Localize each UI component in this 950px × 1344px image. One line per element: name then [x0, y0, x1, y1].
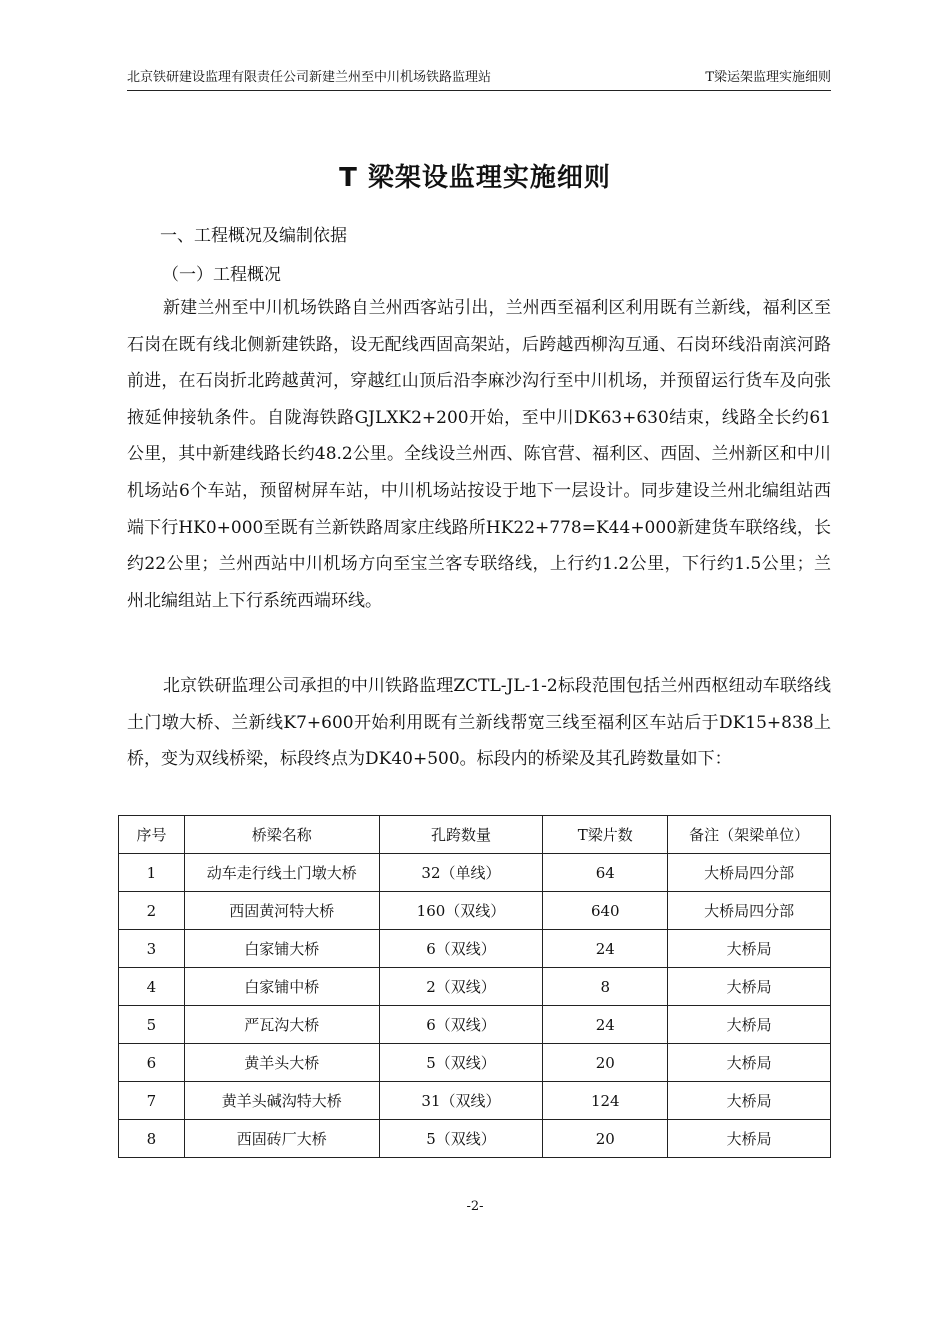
table-row — [119, 1006, 831, 1044]
table-cell: 大桥局四分部 — [668, 854, 831, 892]
table-cell: 2（双线） — [379, 968, 543, 1006]
project-overview-paragraph: 新建兰州至中川机场铁路自兰州西客站引出，兰州西至福利区利用既有兰新线，福利区至石岗在既有线北侧新建铁路，设无配线西固高架站，后跨越西柳沟互通、石岗环线沿南滨河路前进，在石岗折北跨越黄河，穿越红山顶后沿李麻沙沟行至中川机场，并预留运行货车及向张掖延伸接轨条件。自陇海铁路GJLXK2+200开始，至中川DK63+630结束，线路全长约61公里，其中新建线路长约48.2公里。全线设兰州西、陈官营、福利区、西固、兰州新区和中川机场站6个车站，预留树屏车站，中川机场站按设于地下一层设计。同步建设兰州北编组站西端下行HK0+000至既有兰新铁路周家庄线路所HK22+778=K44+000新建货车联络线，长约22公里；兰州西站中川机场方向至宝兰客专联络线，上行约1.2公里，下行约1.5公里；兰州北编组站上下行系统西端环线。 — [127, 298, 831, 611]
table-cell: 7 — [119, 1082, 185, 1120]
scope-paragraph: 北京铁研监理公司承担的中川铁路监理ZCTL-JL-1-2标段范围包括兰州西枢纽动车联络线土门墩大桥、兰新线K7+600开始利用既有兰新线帮宽三线至福利区车站后于DK15+838上桥，变为双线桥梁，标段终点为DK40+500。标段内的桥梁及其孔跨数量如下： — [127, 676, 831, 770]
table-cell: 20 — [543, 1044, 668, 1082]
table-row — [119, 930, 831, 968]
table-cell: 动车走行线土门墩大桥 — [184, 854, 379, 892]
table-header-cell: 序号 — [119, 816, 185, 854]
bridge-table — [118, 815, 831, 1158]
table-cell: 大桥局 — [668, 1006, 831, 1044]
table-header-cell: 孔跨数量 — [379, 816, 543, 854]
table-cell: 8 — [119, 1120, 185, 1158]
table-row — [119, 968, 831, 1006]
table-cell: 2 — [119, 892, 185, 930]
table-row — [119, 1082, 831, 1120]
table-cell: 124 — [543, 1082, 668, 1120]
table-cell: 大桥局 — [668, 1120, 831, 1158]
table-header-cell: 备注（架梁单位） — [668, 816, 831, 854]
table-cell: 西固砖厂大桥 — [184, 1120, 379, 1158]
table-cell: 大桥局 — [668, 968, 831, 1006]
document-title: T 梁架设监理实施细则 — [339, 163, 611, 193]
table-cell: 黄羊头大桥 — [184, 1044, 379, 1082]
table-cell: 640 — [543, 892, 668, 930]
table-cell: 5（双线） — [379, 1120, 543, 1158]
table-cell: 32（单线） — [379, 854, 543, 892]
table-cell: 大桥局四分部 — [668, 892, 831, 930]
table-row — [119, 1120, 831, 1158]
page-number: -2- — [466, 1199, 484, 1214]
table-cell: 24 — [543, 930, 668, 968]
header-left-text: 北京铁研建设监理有限责任公司新建兰州至中川机场铁路监理站 — [127, 70, 492, 85]
table-cell: 6 — [119, 1044, 185, 1082]
table-cell: 白家铺大桥 — [184, 930, 379, 968]
table-cell: 20 — [543, 1120, 668, 1158]
table-cell: 大桥局 — [668, 930, 831, 968]
table-row — [119, 854, 831, 892]
table-header-cell: T梁片数 — [543, 816, 668, 854]
table-row — [119, 892, 831, 930]
header-right-text: T梁运架监理实施细则 — [705, 70, 831, 85]
table-cell: 4 — [119, 968, 185, 1006]
table-cell: 严瓦沟大桥 — [184, 1006, 379, 1044]
table-cell: 160（双线） — [379, 892, 543, 930]
table-cell: 24 — [543, 1006, 668, 1044]
section-heading: 一、工程概况及编制依据 — [160, 226, 347, 246]
table-cell: 西固黄河特大桥 — [184, 892, 379, 930]
table-row — [119, 1044, 831, 1082]
subsection-heading: （一）工程概况 — [162, 265, 281, 285]
table-cell: 黄羊头碱沟特大桥 — [184, 1082, 379, 1120]
table-cell: 5 — [119, 1006, 185, 1044]
table-cell: 64 — [543, 854, 668, 892]
page-header — [127, 68, 831, 91]
table-cell: 1 — [119, 854, 185, 892]
table-header-row — [119, 816, 831, 854]
table-cell: 3 — [119, 930, 185, 968]
table-cell: 8 — [543, 968, 668, 1006]
table-cell: 6（双线） — [379, 930, 543, 968]
table-header-cell: 桥梁名称 — [184, 816, 379, 854]
table-cell: 白家铺中桥 — [184, 968, 379, 1006]
table-cell: 31（双线） — [379, 1082, 543, 1120]
table-cell: 5（双线） — [379, 1044, 543, 1082]
table-cell: 大桥局 — [668, 1044, 831, 1082]
table-cell: 6（双线） — [379, 1006, 543, 1044]
table-cell: 大桥局 — [668, 1082, 831, 1120]
